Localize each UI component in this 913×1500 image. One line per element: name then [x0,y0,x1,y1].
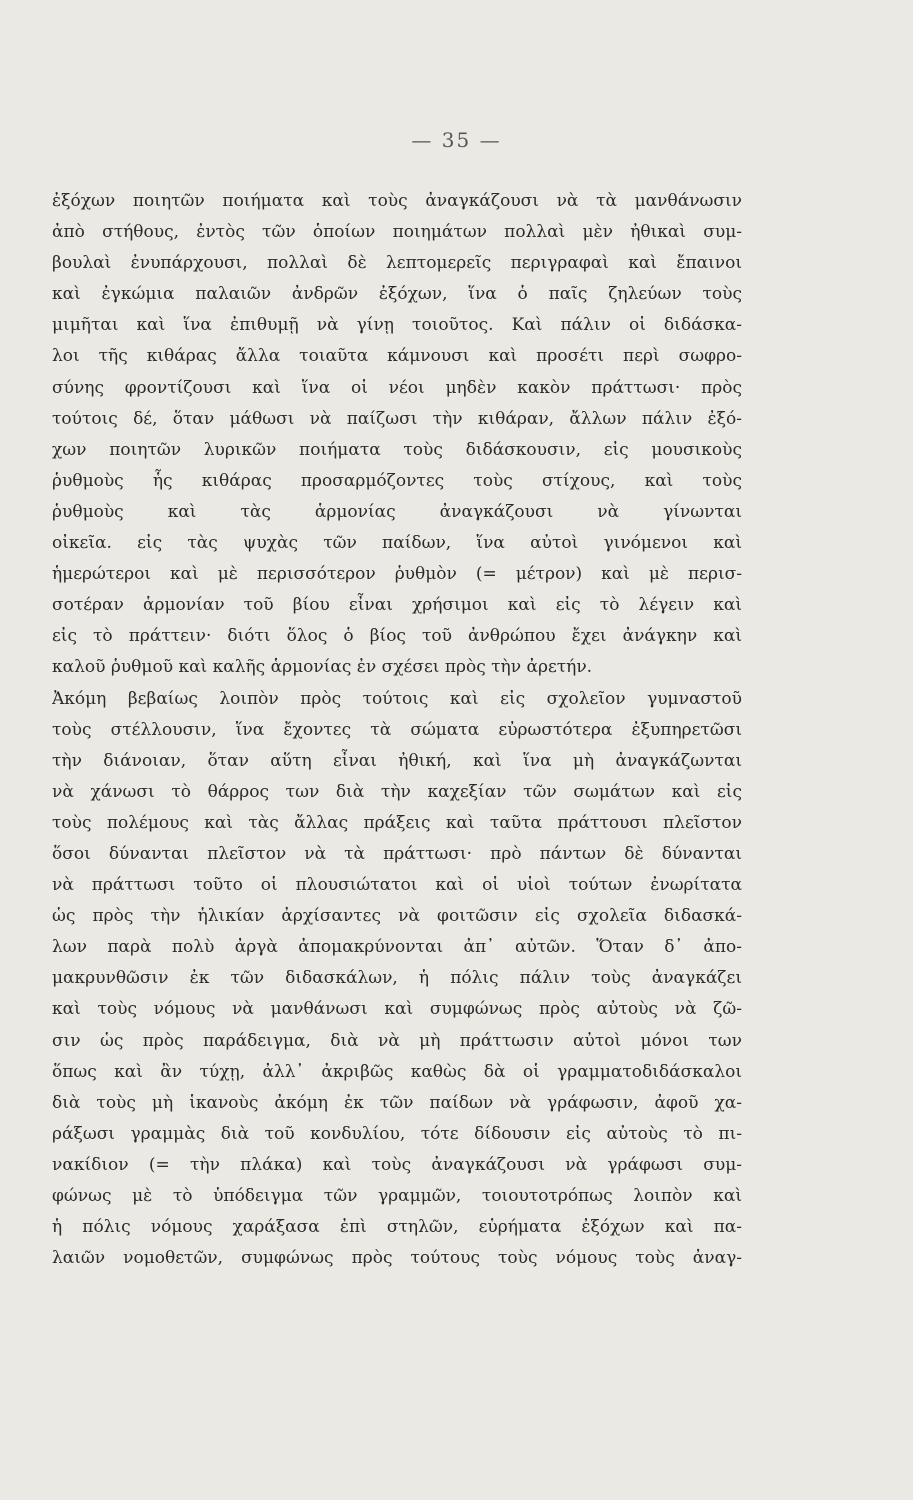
text-line: ἡμερώτεροι καὶ μὲ περισσότερον ῥυθμὸν (= μέτρον) καὶ μὲ περισ- [52,564,742,585]
text-line: νὰ χάνωσι τὸ θάρρος των διὰ τὴν καχεξίαν τῶν σωμάτων καὶ εἰς [52,781,742,802]
text-line: διὰ τοὺς μὴ ἱκανοὺς ἀκόμη ἐκ τῶν παίδων νὰ γράφωσιν, ἀφοῦ χα- [52,1092,742,1113]
text-line: βουλαὶ ἐνυπάρχουσι, πολλαὶ δὲ λεπτομερεῖς περιγραφαὶ καὶ ἔπαινοι [52,253,742,274]
text-line: Ἀκόμη βεβαίως λοιπὸν πρὸς τούτοις καὶ εἰς σχολεῖον γυμναστοῦ [52,688,742,709]
text-line: φώνως μὲ τὸ ὑπόδειγμα τῶν γραμμῶν, τοιουτοτρόπως λοιπὸν καὶ [52,1186,742,1206]
body-text [52,186,742,1274]
text-line: τούτοις δέ, ὅταν μάθωσι νὰ παίζωσι τὴν κιθάραν, ἄλλων πάλιν ἐξό- [52,408,742,429]
text-line: νὰ πράττωσι τοῦτο οἱ πλουσιώτατοι καὶ οἱ υἱοὶ τούτων ἐνωρίτατα [52,875,742,896]
text-line: μιμῆται καὶ ἵνα ἐπιθυμῇ νὰ γίνῃ τοιοῦτος. Καὶ πάλιν οἱ διδάσκα- [52,315,742,336]
text-line: ῥυθμοὺς καὶ τὰς ἁρμονίας ἀναγκάζουσι νὰ γίνωνται [52,501,742,522]
text-line: σιν ὡς πρὸς παράδειγμα, διὰ νὰ μὴ πράττωσιν αὐτοὶ μόνοι των [52,1030,742,1051]
text-line: οἰκεῖα. εἰς τὰς ψυχὰς τῶν παίδων, ἵνα αὐτοὶ γινόμενοι καὶ [52,533,742,554]
text-line: τὴν διάνοιαν, ὅταν αὕτη εἶναι ἠθική, καὶ ἵνα μὴ ἀναγκάζωνται [52,750,742,771]
text-line: ἐξόχων ποιητῶν ποιήματα καὶ τοὺς ἀναγκάζουσι νὰ τὰ μανθάνωσιν [52,191,742,211]
text-line: λοι τῆς κιθάρας ἄλλα τοιαῦτα κάμνουσι καὶ προσέτι περὶ σωφρο- [52,346,742,367]
text-line: λαιῶν νομοθετῶν, συμφώνως πρὸς τούτους τοὺς νόμους τοὺς ἀναγ- [52,1248,742,1269]
text-line: ἀπὸ στήθους, ἐντὸς τῶν ὁποίων ποιημάτων πολλαὶ μὲν ἠθικαὶ συμ- [52,222,742,243]
text-line: καὶ τοὺς νόμους νὰ μανθάνωσι καὶ συμφώνως πρὸς αὐτοὺς νὰ ζῶ- [52,999,742,1020]
text-line: νακίδιον (= τὴν πλάκα) καὶ τοὺς ἀναγκάζουσι νὰ γράφωσι συμ- [52,1154,742,1175]
text-line: τοὺς πολέμους καὶ τὰς ἄλλας πράξεις καὶ ταῦτα πράττουσι πλεῖστον [52,812,742,833]
text-line: καλοῦ ῥυθμοῦ καὶ καλῆς ἁρμονίας ἐν σχέσει πρὸς τὴν ἀρετήν. [52,657,593,678]
page-number: — 35 — [411,128,502,152]
text-line: ράξωσι γραμμὰς διὰ τοῦ κονδυλίου, τότε δίδουσιν εἰς αὐτοὺς τὸ πι- [52,1123,742,1144]
text-line: χων ποιητῶν λυρικῶν ποιήματα τοὺς διδάσκουσιν, εἰς μουσικοὺς [52,439,742,460]
text-line: σύνης φροντίζουσι καὶ ἵνα οἱ νέοι μηδὲν κακὸν πράττωσι· πρὸς [52,377,742,398]
text-line: ὅπως καὶ ἂν τύχῃ, ἀλλ᾽ ἀκριβῶς καθὼς δὰ οἱ γραμματοδιδάσκαλοι [52,1061,742,1082]
text-line: ῥυθμοὺς ἧς κιθάρας προσαρμόζοντες τοὺς στίχους, καὶ τοὺς [52,470,742,491]
text-line: καὶ ἐγκώμια παλαιῶν ἀνδρῶν ἐξόχων, ἵνα ὁ παῖς ζηλεύων τοὺς [52,284,742,305]
text-line: ἡ πόλις νόμους χαράξασα ἐπὶ στηλῶν, εὑρήματα ἐξόχων καὶ πα- [52,1217,742,1238]
text-line: μακρυνθῶσιν ἐκ τῶν διδασκάλων, ἡ πόλις πάλιν τοὺς ἀναγκάζει [52,968,742,989]
text-line: λων παρὰ πολὺ ἀργὰ ἀπομακρύνονται ἀπ᾽ αὐτῶν. Ὅταν δ᾽ ἀπο- [52,937,742,958]
text-line: τοὺς στέλλουσιν, ἵνα ἔχοντες τὰ σώματα εὐρωστότερα ἐξυπηρετῶσι [52,719,742,740]
text-line: ὅσοι δύνανται πλεῖστον νὰ τὰ πράττωσι· πρὸ πάντων δὲ δύνανται [52,843,742,864]
text-line: ὡς πρὸς τὴν ἡλικίαν ἀρχίσαντες νὰ φοιτῶσιν εἰς σχολεῖα διδασκά- [52,906,742,927]
text-line: σοτέραν ἁρμονίαν τοῦ βίου εἶναι χρήσιμοι καὶ εἰς τὸ λέγειν καὶ [52,595,742,616]
text-line: εἰς τὸ πράττειν· διότι ὅλος ὁ βίος τοῦ ἀνθρώπου ἔχει ἀνάγκην καὶ [52,626,742,647]
